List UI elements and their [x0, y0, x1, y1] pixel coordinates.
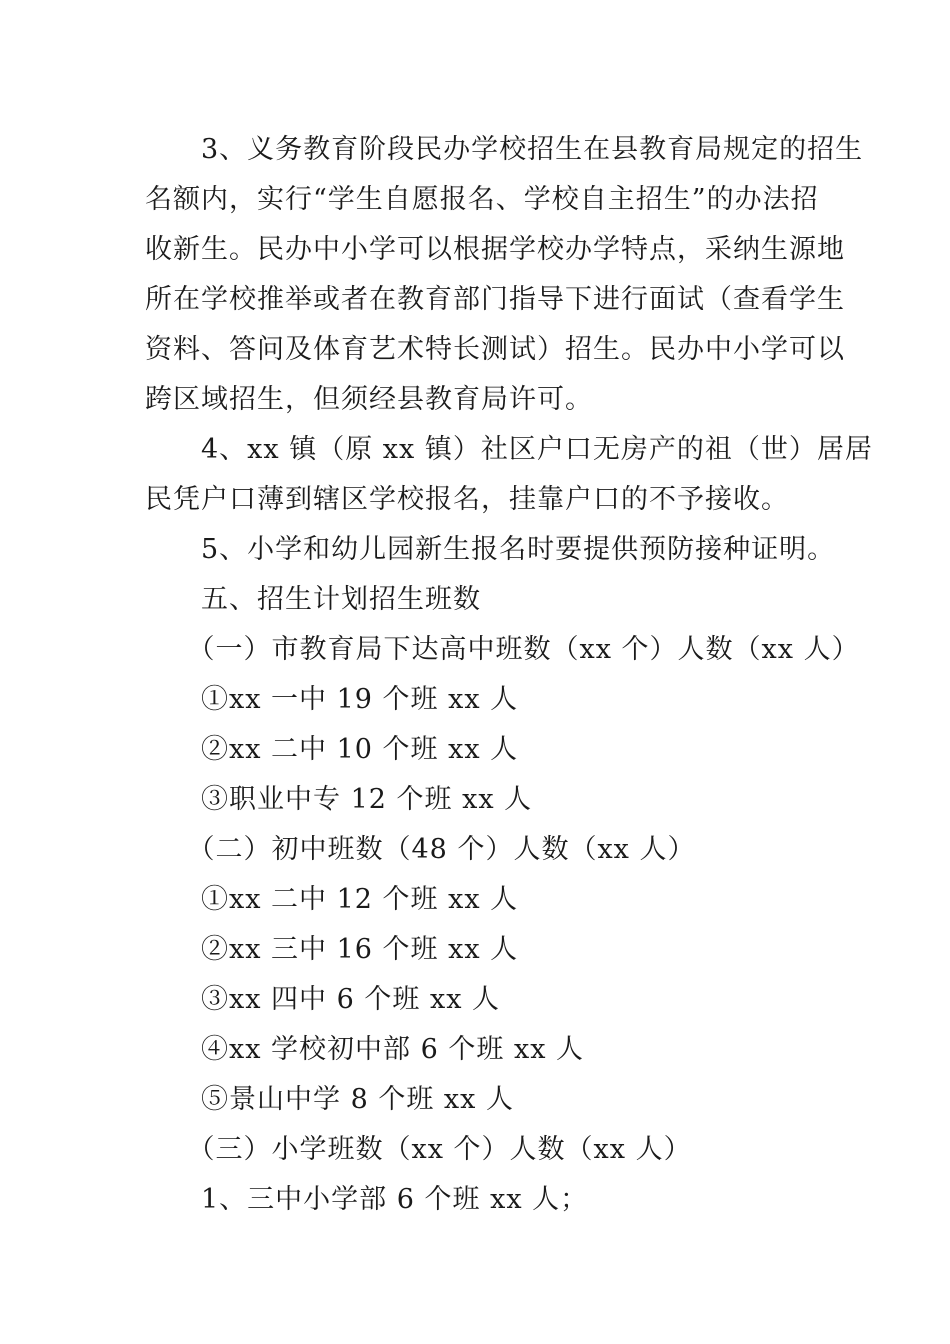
paragraph-3: [145, 125, 864, 425]
list-item: ②xx 三中 16 个班 xx 人: [145, 934, 519, 965]
list-item: 1、三中小学部 6 个班 xx 人；: [145, 1184, 589, 1215]
list-item: ③xx 四中 6 个班 xx 人: [145, 984, 500, 1015]
paragraph-4: [145, 425, 873, 525]
paragraph-line: 收新生。民办中小学可以根据学校办学特点，采纳生源地: [145, 234, 845, 265]
list-item: ②xx 二中 10 个班 xx 人: [145, 734, 519, 765]
paragraph-5: [145, 525, 836, 575]
paragraph-line: 4、xx 镇（原 xx 镇）社区户口无房产的祖（世）居居: [145, 434, 873, 465]
paragraph-line: 名额内，实行“学生自愿报名、学校自主招生”的办法招: [145, 184, 819, 215]
paragraph-line: 所在学校推举或者在教育部门指导下进行面试（查看学生: [145, 284, 845, 315]
list-item: ①xx 一中 19 个班 xx 人: [145, 684, 519, 715]
paragraph-line: 民凭户口薄到辖区学校报名，挂靠户口的不予接收。: [145, 484, 789, 515]
subsection-2: [145, 825, 807, 1125]
subsection-heading: （三）小学班数（xx 个）人数（xx 人）: [145, 1134, 692, 1165]
paragraph-line: 跨区域招生，但须经县教育局许可。: [145, 384, 593, 415]
list-item: ⑤景山中学 8 个班 xx 人: [145, 1084, 514, 1115]
section-heading: [145, 575, 807, 625]
section-heading-text: 五、招生计划招生班数: [145, 584, 481, 615]
list-item: ③职业中专 12 个班 xx 人: [145, 784, 533, 815]
paragraph-line: 3、义务教育阶段民办学校招生在县教育局规定的招生: [145, 134, 864, 165]
list-item: ①xx 二中 12 个班 xx 人: [145, 884, 519, 915]
subsection-heading: （二）初中班数（48 个）人数（xx 人）: [145, 834, 696, 865]
subsection-1: [145, 625, 860, 825]
subsection-3: [145, 1125, 807, 1225]
paragraph-line: 5、小学和幼儿园新生报名时要提供预防接种证明。: [145, 534, 836, 565]
subsection-heading: （一）市教育局下达高中班数（xx 个）人数（xx 人）: [145, 634, 860, 665]
paragraph-line: 资料、答问及体育艺术特长测试）招生。民办中小学可以: [145, 334, 845, 365]
list-item: ④xx 学校初中部 6 个班 xx 人: [145, 1034, 584, 1065]
